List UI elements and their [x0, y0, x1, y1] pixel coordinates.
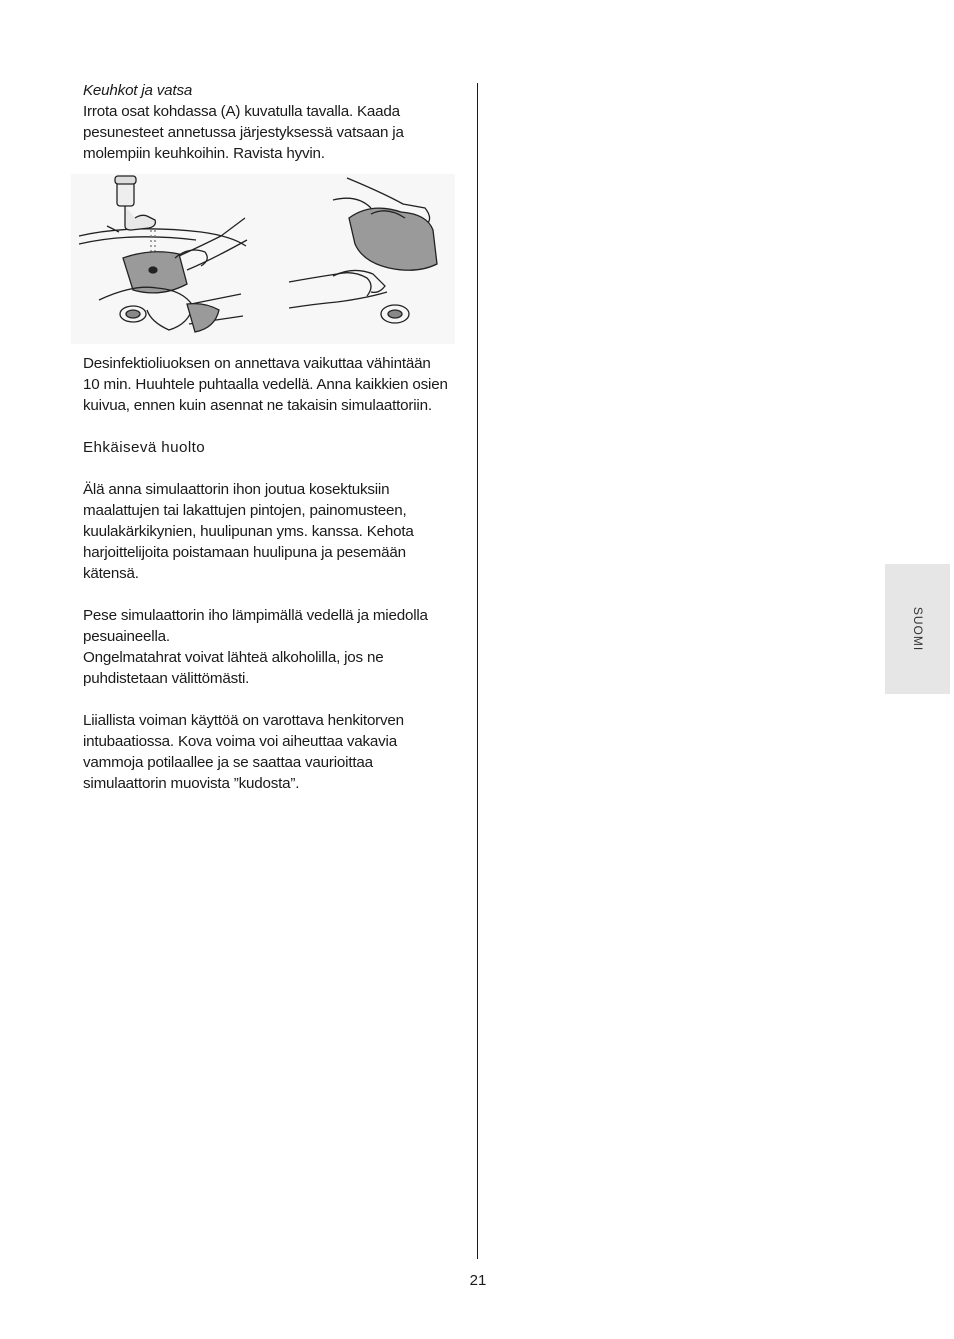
text-line: maalattujen tai lakattujen pintojen, painomusteen,	[83, 502, 407, 519]
text-line: harjoittelijoita poistamaan huulipuna ja pesemään	[83, 544, 406, 561]
text-line: Älä anna simulaattorin ihon joutua kosektuksiin	[83, 481, 390, 498]
language-tab	[885, 564, 950, 694]
page-number: 21	[469, 1272, 487, 1289]
section-heading-lungs-stomach: Keuhkot ja vatsa	[83, 82, 193, 99]
spacer	[83, 458, 463, 479]
text-line: intubaatiossa. Kova voima voi aiheuttaa vakavia	[83, 733, 397, 750]
text-line: kätensä.	[83, 565, 139, 582]
text-line: Liiallista voiman käyttöä on varottava henkitorven	[83, 712, 404, 729]
column-divider	[477, 83, 478, 1259]
text-line: 10 min. Huuhtele puhtaalla vedellä. Anna kaikkien osien	[83, 376, 448, 393]
text-line: pesunesteet annetussa järjestyksessä vatsaan ja	[83, 124, 404, 141]
spacer	[83, 584, 463, 605]
text-line: puhdistetaan välittömästi.	[83, 670, 250, 687]
text-line: simulaattorin muovista ”kudosta”.	[83, 775, 300, 792]
text-line: molempiin keuhkoihin. Ravista hyvin.	[83, 145, 325, 162]
left-column	[83, 80, 463, 794]
text-line: kuulakärkikynien, huulipunan yms. kanssa. Kehota	[83, 523, 414, 540]
spacer	[83, 689, 463, 710]
text-line: Ongelmatahrat voivat lähteä alkoholilla, jos ne	[83, 649, 384, 666]
text-line: kuivua, ennen kuin asennat ne takaisin simulaattoriin.	[83, 397, 432, 414]
spacer	[83, 416, 463, 437]
text-line: vammoja potilaallee ja se saattaa vaurioittaa	[83, 754, 373, 771]
section-title-preventive-maintenance: Ehkäisevä huolto	[83, 439, 206, 456]
text-line: Desinfektioliuoksen on annettava vaikuttaa vähintään	[83, 355, 431, 372]
washing-illustration	[71, 174, 455, 344]
language-tab-label: SUOMI	[910, 606, 925, 652]
text-line: Irrota osat kohdassa (A) kuvatulla tavalla. Kaada	[83, 103, 400, 120]
text-line: Pese simulaattorin iho lämpimällä vedellä ja miedolla	[83, 607, 428, 624]
text-line: pesuaineella.	[83, 628, 170, 645]
